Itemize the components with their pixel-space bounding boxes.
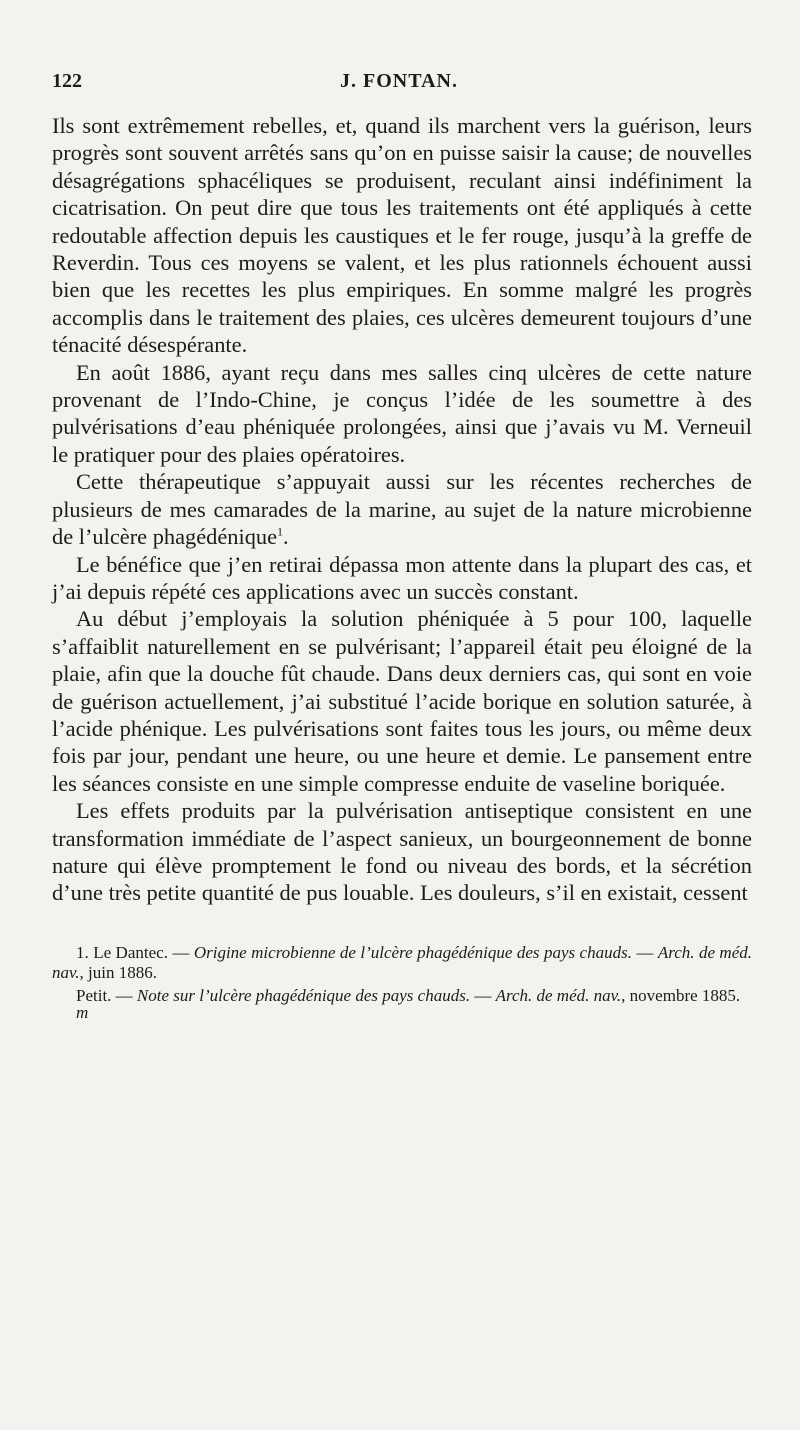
footnote-author: Le Dantec. (93, 942, 168, 962)
footnote (52, 986, 752, 1006)
footnote (52, 943, 752, 983)
paragraph (52, 468, 752, 550)
paragraph: Au début j’employais la solution phéniquée à 5 pour 100, laquelle s’affaiblit naturellement en se pulvérisant; l’appareil était peu éloigné de la plaie, afin que la douche fût chaude. Dans deux derniers cas, qui sont en voie de guérison actuellement, j’ai substitué l’acide borique en solution saturée, à l’acide phénique. Les pulvérisations sont faites tous les jours, ou même deux fois par jour, pendant une heure, ou une heure et demie. Le pansement entre les séances consiste en une simple compresse enduite de vaseline boriquée. (52, 606, 752, 796)
footnote-title: Note sur l’ulcère phagédénique des pays chauds. (136, 985, 471, 1005)
footnote-number: 1. (76, 942, 89, 962)
paragraph-text: Cette thérapeutique s’appuyait aussi sur les récentes recherches de plusieurs de mes camarades de la marine, au sujet de la nature microbienne de l’ulcère phagédénique (52, 469, 752, 550)
book-page (52, 70, 752, 1023)
footnote-separator: — (167, 942, 194, 962)
running-head: J. FONTAN. (340, 70, 458, 92)
footnote-source: Arch. de méd. nav. (495, 985, 622, 1005)
footnote-separator: — (111, 985, 137, 1005)
paragraph: Les effets produits par la pulvérisation antiseptique consistent en une transformation immédiate de l’aspect sanieux, un bourgeonnement de bonne nature qui élève promptement le fond ou niveau des bords, et la sécrétion d’une très petite quantité de pus louable. Les douleurs, s’il en existait, cessent (52, 798, 752, 906)
footnote-author: Petit. (76, 985, 112, 1005)
paragraph: Ils sont extrêmement rebelles, et, quand ils marchent vers la guérison, leurs progrès sont souvent arrêtés sans qu’on en puisse saisir la cause; de nouvelles désagrégations sphacéliques se produisent, reculant ainsi indéfiniment la cicatrisation. On peut dire que tous les traitements ont été appliqués à cette redoutable affection depuis les caustiques et le fer rouge, jusqu’à la greffe de Reverdin. Tous ces moyens se valent, et les plus rationnels échouent aussi bien que les recettes les plus empiriques. En somme malgré les progrès accomplis dans le traitement des plaies, ces ulcères demeurent toujours d’une ténacité désespérante. (52, 113, 752, 358)
footnotes (52, 943, 752, 1023)
page-header (52, 70, 752, 104)
stray-mark: m (76, 1002, 89, 1022)
paragraph-end: . (283, 524, 289, 550)
footnote-date: , novembre 1885. (621, 985, 741, 1005)
footnote-source: Arch. de méd. nav. (52, 942, 752, 982)
footnote-reference: 1 (277, 524, 284, 539)
footnote-title: Origine microbienne de l’ulcère phagédénique des pays chauds. (193, 942, 632, 962)
footnote-date: , juin 1886. (79, 962, 157, 982)
body-text (52, 112, 752, 907)
page-number: 122 (52, 70, 82, 92)
footnote-separator: — (631, 942, 658, 962)
paragraph: En août 1886, ayant reçu dans mes salles cinq ulcères de cette nature provenant de l’Indo-Chine, je conçus l’idée de les soumettre à des pulvérisations d’eau phéniquée prolongées, ainsi que j’avais vu M. Verneuil le pratiquer pour des plaies opératoires. (52, 359, 752, 467)
paragraph: Le bénéfice que j’en retirai dépassa mon attente dans la plupart des cas, et j’ai depuis répété ces applications avec un succès constant. (52, 551, 752, 604)
footnote-separator: — (470, 985, 496, 1005)
